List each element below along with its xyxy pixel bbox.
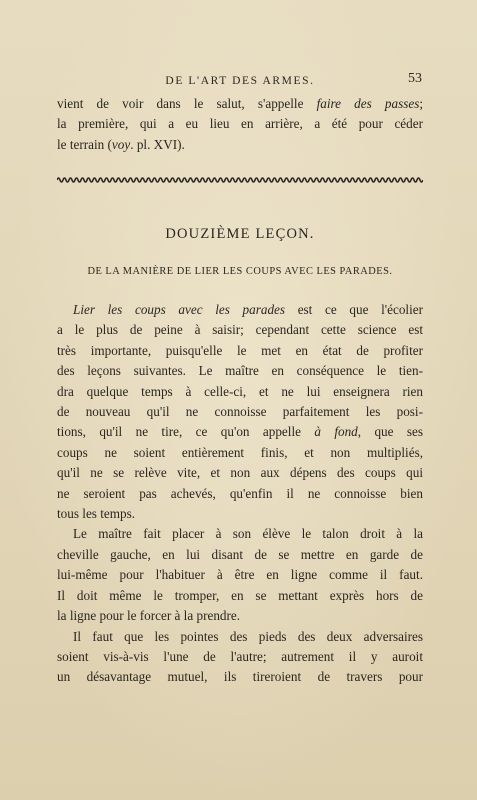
text-line: dra quelque temps à celle-ci, et ne lui enseignera rien: [57, 383, 423, 399]
text-line: de nouveau qu'il ne connoisse parfaitement les posi-: [57, 404, 423, 420]
text-line: soient vis-à-vis l'une de l'autre; autrement il y auroit: [57, 648, 423, 664]
text-line: un désavantage mutuel, ils tireroient de travers pour: [57, 669, 423, 685]
body-text: [57, 300, 423, 688]
text-line: coups ne soient entièrement finis, et non multipliés,: [57, 444, 423, 460]
text-line: le terrain (voy. pl. XVI).: [57, 136, 185, 152]
ornamental-divider: [57, 175, 423, 185]
text-line: ne seroient pas achevés, qu'enfin il ne connoisse bien: [57, 485, 423, 501]
text-line: Il faut que les pointes des pieds des deux adversaires: [73, 628, 423, 644]
text-line: qu'il ne se relève vite, et non aux dépens des coups qui: [57, 465, 423, 481]
chapter-subtitle: DE LA MANIÈRE DE LIER LES COUPS AVEC LES PARADES.: [87, 266, 393, 277]
chapter-title: DOUZIÈME LEÇON.: [165, 226, 315, 242]
text-line: la ligne pour le forcer à la prendre.: [57, 608, 241, 624]
text-line: tous les temps.: [57, 506, 136, 522]
text-line: la première, qui a eu lieu en arrière, a été pour céder: [57, 116, 423, 132]
text-line: Il doit même le tromper, en se mettant exprès hors de: [57, 587, 423, 603]
page-number: 53: [408, 71, 422, 86]
text-line: Lier les coups avec les parades est ce que l'écolier: [73, 302, 424, 317]
text-line: vient de voir dans le salut, s'appelle faire des passes;: [57, 96, 423, 111]
text-line: tions, qu'il ne tire, ce qu'on appelle à fond, que ses: [57, 424, 423, 440]
text-line: lui-même pour l'habituer à être en ligne comme il faut.: [57, 567, 423, 583]
text-line: a le plus de peine à saisir; cependant cette science est: [57, 322, 423, 338]
text-line: cheville gauche, en lui disant de se mettre en garde de: [57, 546, 423, 562]
continuation-paragraph: [57, 94, 423, 155]
text-line: très importante, puisqu'elle le met en état de profiter: [57, 342, 423, 358]
running-head: DE L'ART DES ARMES.: [165, 75, 315, 87]
text-line: Le maître fait placer à son élève le talon droit à la: [73, 526, 423, 542]
text-line: des leçons suivantes. Le maître en conséquence le tien-: [57, 363, 423, 379]
